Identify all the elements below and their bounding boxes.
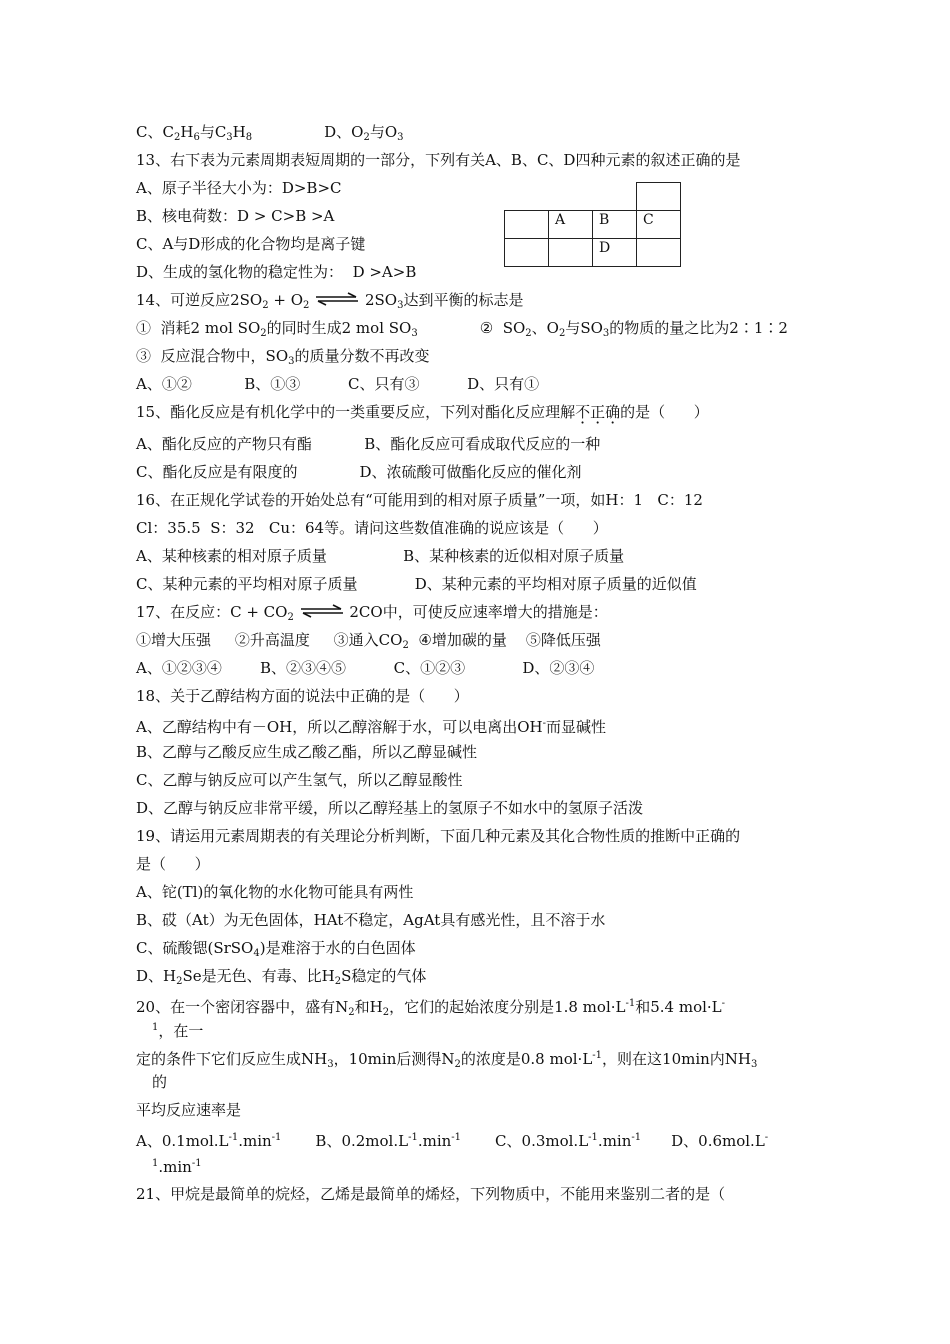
q19-option-a: A、铊(Tl)的氧化物的水化物可能具有两性 bbox=[136, 883, 414, 901]
table-cell bbox=[505, 239, 549, 267]
table-cell bbox=[549, 239, 593, 267]
q19-option-d: D、$H_2Se$是无色、有毒、比$H_2S$稳定的气体 bbox=[136, 967, 427, 987]
table-cell-b: B bbox=[593, 211, 637, 239]
q18-option-d: D、乙醇与钠反应非常平缓，所以乙醇羟基上的氢原子不如水中的氢原子活泼 bbox=[136, 799, 644, 817]
q17-measures: ①增大压强 ②升高温度 ③通入$CO_2$ ④增加碳的量 ⑤降低压强 bbox=[136, 631, 601, 651]
table-cell bbox=[637, 183, 681, 211]
table-cell bbox=[637, 239, 681, 267]
question-18: 18、关于乙醇结构方面的说法中正确的是（ ） bbox=[136, 687, 469, 705]
periodic-table-fragment bbox=[504, 182, 681, 267]
q18-option-a: A、乙醇结构中有－OH，所以乙醇溶解于水，可以电离出OH-而显碱性 bbox=[136, 718, 606, 736]
table-cell-a: A bbox=[549, 211, 593, 239]
question-16: 16、在正规化学试卷的开始处总有“可能用到的相对原子质量”一项，如H：1 C：12 bbox=[136, 491, 703, 509]
q20-answers-wrap: $^1.\min^{-1}$ bbox=[152, 1158, 202, 1176]
question-15: 15、酯化反应是有机化学中的一类重要反应，下列对酯化反应理解不正确的是（ ） bbox=[136, 403, 709, 421]
q19-option-b: B、砹（At）为无色固体，HAt不稳定，AgAt具有感光性，且不溶于水 bbox=[136, 911, 606, 929]
table-cell bbox=[549, 183, 593, 211]
q16-options-ab: A、某种核素的相对原子质量 B、某种核素的近似相对原子质量 bbox=[136, 547, 625, 565]
table-cell-d: D bbox=[593, 239, 637, 267]
table-cell bbox=[593, 183, 637, 211]
q14-answers: A、①② B、①③ C、只有③ D、只有① bbox=[136, 375, 540, 393]
table-cell bbox=[505, 211, 549, 239]
question-13: 13、右下表为元素周期表短周期的一部分，下列有关A、B、C、D四种元素的叙述正确的是 bbox=[136, 151, 741, 169]
q13-option-d: D、生成的氢化物的稳定性为： D >A>B bbox=[136, 263, 417, 281]
line-options-12: C、$C_2H_6$与$C_3H_8$ D、$O_2$与$O_3$ bbox=[136, 123, 404, 143]
question-21: 21、甲烷是最简单的烷烃，乙烯是最简单的烯烃，下列物质中，不能用来鉴别二者的是（ bbox=[136, 1185, 726, 1203]
question-17: 17、在反应：$C + CO_2$ 2CO中，可使反应速率增大的措施是： bbox=[136, 603, 608, 623]
q15-options-ab: A、酯化反应的产物只有酯 B、酯化反应可看成取代反应的一种 bbox=[136, 435, 601, 453]
question-20-wrap: $^1$，在一 bbox=[152, 1022, 204, 1040]
q13-option-b: B、核电荷数：D > C>B >A bbox=[136, 207, 335, 225]
equilibrium-arrow-icon bbox=[314, 291, 360, 305]
q13-option-a: A、原子半径大小为：D>B>C bbox=[136, 179, 342, 197]
q16-options-cd: C、某种元素的平均相对原子质量 D、某种元素的平均相对原子质量的近似值 bbox=[136, 575, 697, 593]
question-19: 19、请运用元素周期表的有关理论分析判断，下面几种元素及其化合物性质的推断中正确的 bbox=[136, 827, 741, 845]
question-20-cont: 定的条件下它们反应生成$NH_3$，10min后测得$N_2$的浓度是0.8 $mol\cdot L^{-1}$，则在这10min内$NH_3$ bbox=[136, 1050, 758, 1070]
question-19-cont: 是（ ） bbox=[136, 855, 210, 873]
equilibrium-arrow-icon bbox=[299, 603, 345, 617]
q19-option-c: C、硫酸锶(SrSO$_4$)是难溶于水的白色固体 bbox=[136, 939, 416, 959]
question-16-cont: Cl：35.5 S：32 Cu：64等。请问这些数值准确的说应该是（ ） bbox=[136, 519, 608, 537]
q14-statement-3: ③ 反应混合物中，$SO_3$的质量分数不再改变 bbox=[136, 347, 430, 367]
q13-option-c: C、A与D形成的化合物均是离子键 bbox=[136, 235, 366, 253]
question-20: 20、在一个密闭容器中，盛有$N_2$和$H_2$，它们的起始浓度分别是1.8 $mol\cdot L^{-1}$和5.4 mol·L- bbox=[136, 998, 726, 1018]
q14-statements-1-2: ① 消耗2 mol $SO_2$的同时生成2 mol $SO_3$ ② $SO_2$、$O_2$与$SO_3$的物质的量之比为2∶1∶2 bbox=[136, 319, 788, 339]
q18-option-c: C、乙醇与钠反应可以产生氢气，所以乙醇显酸性 bbox=[136, 771, 463, 789]
table-cell bbox=[505, 183, 549, 211]
q17-answers: A、①②③④ B、②③④⑤ C、①②③ D、②③④ bbox=[136, 659, 595, 677]
question-20-wrap2: 的 bbox=[152, 1073, 168, 1091]
question-14: 14、可逆反应$2SO_2 + O_2$ $2SO_3$达到平衡的标志是 bbox=[136, 291, 524, 311]
q20-answers: A、$0.1mol.L^{-1}.\min^{-1}$ B、$0.2mol.L^{-1}.\min^{-1}$ C、$0.3mol.L^{-1}.\min^{-1}$ D、0.6mol.L- bbox=[136, 1132, 769, 1150]
question-20-cont2: 平均反应速率是 bbox=[136, 1101, 242, 1119]
table-cell-c: C bbox=[637, 211, 681, 239]
q15-options-cd: C、酯化反应是有限度的 D、浓硫酸可做酯化反应的催化剂 bbox=[136, 463, 582, 481]
q18-option-b: B、乙醇与乙酸反应生成乙酸乙酯，所以乙醇显碱性 bbox=[136, 743, 478, 761]
